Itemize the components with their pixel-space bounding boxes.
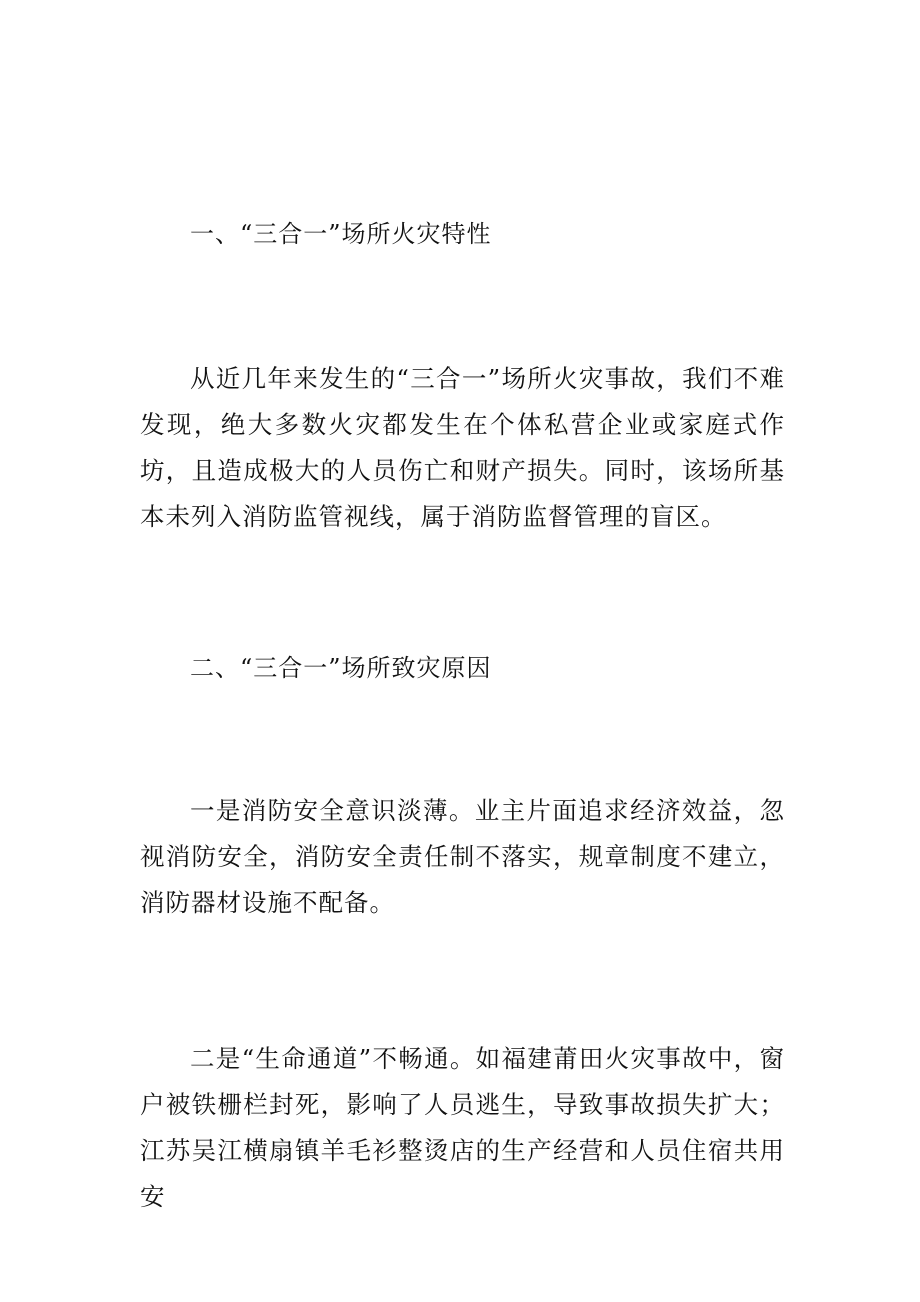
section-heading-fire-causes: 二、“三合一”场所致灾原因 [190, 654, 492, 682]
paragraph-safety-awareness: 一是消防安全意识淡薄。业主片面追求经济效益，忽视消防安全，消防安全责任制不落实，规章制度不建立，消防器材设施不配备。 [140, 796, 785, 917]
section-heading-fire-characteristics: 一、“三合一”场所火灾特性 [190, 220, 492, 248]
paragraph-escape-route: 二是“生命通道”不畅通。如福建莆田火灾事故中，窗户被铁栅栏封死，影响了人员逃生，导致事故损失扩大；江苏吴江横扇镇羊毛衫整烫店的生产经营和人员住宿共用安 [140, 1044, 785, 1211]
paragraph-fire-characteristics: 从近几年来发生的“三合一”场所火灾事故，我们不难发现，绝大多数火灾都发生在个体私营企业或家庭式作坊，且造成极大的人员伤亡和财产损失。同时，该场所基本未列入消防监管视线，属于消防监督管理的盲区。 [140, 364, 785, 531]
